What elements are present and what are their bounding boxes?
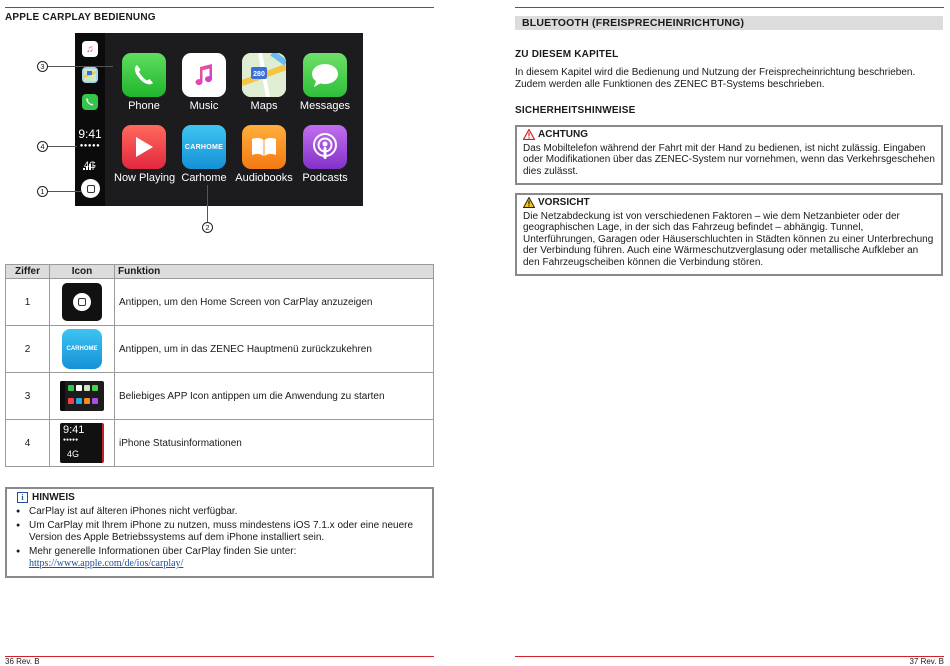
app-label: Now Playing: [114, 172, 176, 184]
table-row: [6, 279, 434, 326]
note-box: [5, 487, 434, 578]
note-list: [17, 506, 424, 570]
home-button[interactable]: [81, 179, 100, 198]
phone-icon: [122, 53, 166, 97]
carhome-icon: [62, 329, 102, 369]
app-phone[interactable]: [114, 53, 174, 112]
app-label: Music: [189, 100, 219, 112]
app-maps[interactable]: [234, 53, 294, 112]
maps-icon: [242, 53, 286, 97]
col-header: Ziffer: [6, 265, 50, 279]
col-header: Icon: [50, 265, 115, 279]
signal-dots: ●●●●●: [79, 143, 101, 149]
row-number: 1: [6, 279, 50, 326]
caution-text: Die Netzabdeckung ist von verschiedenen Faktoren – wie dem Netzanbieter oder der geographischen Lage, in der sich das Fahrzeug befindet – abhängig. Tunnel, Unterführungen, Garagen oder Häuserschluchten in Städten können zu einer Unterbrechung der Verbindung führen. Auch eine Wärmeschutzverglasung oder metallische Aufkleber an den Fahrzeugscheiben können die Verbindung stören.: [523, 210, 934, 268]
carplay-link[interactable]: https://www.apple.com/de/ios/carplay/: [29, 558, 184, 569]
bottom-rule-left: [5, 656, 434, 657]
caution-title: VORSICHT: [538, 197, 590, 208]
section-text-chapter: In diesem Kapitel wird die Bedienung und Nutzung der Freisprecheinrichtung beschrieben. Zudem werden alle Funktionen des ZENEC BT-Systems beschrieben.: [515, 67, 916, 90]
table-header-row: [6, 265, 434, 279]
signal-dots: ●●●●●: [63, 437, 79, 443]
bottom-rule-right: [515, 656, 944, 657]
app-music[interactable]: [174, 53, 234, 112]
list-item: ● Um CarPlay mit Ihrem iPhone zu nutzen, muss mindestens iOS 7.1.x oder eine neuere Version des Apple Betriebssystems auf dem iPhone installiert sein.: [17, 520, 424, 544]
row-function: iPhone Statusinformationen: [115, 420, 434, 467]
top-rule-left: [5, 7, 434, 8]
app-label: Carhome: [181, 172, 227, 184]
app-messages[interactable]: [295, 53, 355, 112]
app-label: Phone: [128, 100, 160, 112]
music-mini-icon: ♫: [82, 41, 98, 57]
page-title-right: BLUETOOTH (FREISPRECHEINRICHTUNG): [515, 16, 943, 30]
app-now-playing[interactable]: [114, 125, 174, 184]
table-row: [6, 420, 434, 467]
home-button-icon: [62, 283, 102, 321]
row-number: 4: [6, 420, 50, 467]
info-icon: i: [17, 492, 28, 503]
warning-title: ACHTUNG: [538, 129, 588, 140]
network-type: 4G: [67, 449, 80, 459]
carhome-icon: [182, 125, 226, 169]
callout-line-4: [47, 146, 77, 147]
page-number-right: 37 Rev. B: [909, 657, 944, 666]
status-time: 9:41: [63, 424, 85, 436]
callout-line-1: [47, 191, 81, 192]
carplay-sidebar: [75, 33, 105, 206]
page-title-left: APPLE CARPLAY BEDIENUNG: [5, 12, 156, 23]
callout-line-3: [47, 66, 113, 67]
row-function: Antippen, um den Home Screen von CarPlay anzuzeigen: [115, 279, 434, 326]
maps-shield-text: 280: [253, 71, 265, 78]
warning-box: [515, 125, 943, 185]
app-carhome[interactable]: [174, 125, 234, 184]
section-title-safety: SICHERHEITSHINWEISE: [515, 105, 636, 116]
list-item: [17, 546, 424, 570]
callout-1: 1: [37, 186, 48, 197]
status-time: 9:41: [78, 127, 102, 141]
podcasts-icon: [303, 125, 347, 169]
warning-icon: [523, 129, 535, 140]
callout-line-2: [207, 185, 208, 222]
app-podcasts[interactable]: [295, 125, 355, 184]
list-item-text: Mehr generelle Informationen über CarPlay finden Sie unter:: [29, 546, 297, 557]
caution-icon: [523, 197, 535, 208]
page-number-left: 36 Rev. B: [5, 657, 40, 666]
table-row: [6, 373, 434, 420]
row-number: 2: [6, 326, 50, 373]
note-title: HINWEIS: [32, 492, 75, 503]
table-row: [6, 326, 434, 373]
phone-mini-icon: [82, 94, 98, 110]
callout-2: 2: [202, 222, 213, 233]
app-audiobooks[interactable]: [234, 125, 294, 184]
audiobooks-icon: [242, 125, 286, 169]
network-type: 4G: [83, 160, 96, 170]
status-info-icon: [60, 423, 104, 463]
callout-3: 3: [37, 61, 48, 72]
carhome-logo-text: CARHOME: [66, 346, 98, 352]
row-function: Antippen, um in das ZENEC Hauptmenü zurückzukehren: [115, 326, 434, 373]
carhome-logo-text: CARHOME: [184, 143, 224, 151]
app-label: Podcasts: [302, 172, 348, 184]
warning-text: Das Mobiltelefon während der Fahrt mit der Hand zu bedienen, ist nicht zulässig. Eingaben oder Modifikationen über das ZENEC-System nur vornehmen, wenn das Verkehrsgeschehen dies zulässt.: [523, 142, 935, 177]
list-item: ● CarPlay ist auf älteren iPhones nicht verfügbar.: [17, 506, 424, 518]
app-label: Messages: [299, 100, 351, 112]
app-label: Maps: [250, 100, 278, 112]
maps-mini-icon: [82, 67, 98, 83]
caution-box: [515, 193, 943, 276]
row-number: 3: [6, 373, 50, 420]
app-label: Audiobooks: [235, 172, 293, 184]
col-header: Funktion: [115, 265, 434, 279]
app-grid-icon: [60, 381, 104, 411]
row-function: Beliebiges APP Icon antippen um die Anwendung zu starten: [115, 373, 434, 420]
top-rule-right: [515, 7, 944, 8]
icon-function-table: [5, 264, 434, 467]
messages-icon: [303, 53, 347, 97]
now-playing-icon: [122, 125, 166, 169]
music-icon: [182, 53, 226, 97]
callout-4: 4: [37, 141, 48, 152]
section-title-chapter: ZU DIESEM KAPITEL: [515, 49, 619, 60]
carplay-screenshot: [75, 33, 363, 206]
